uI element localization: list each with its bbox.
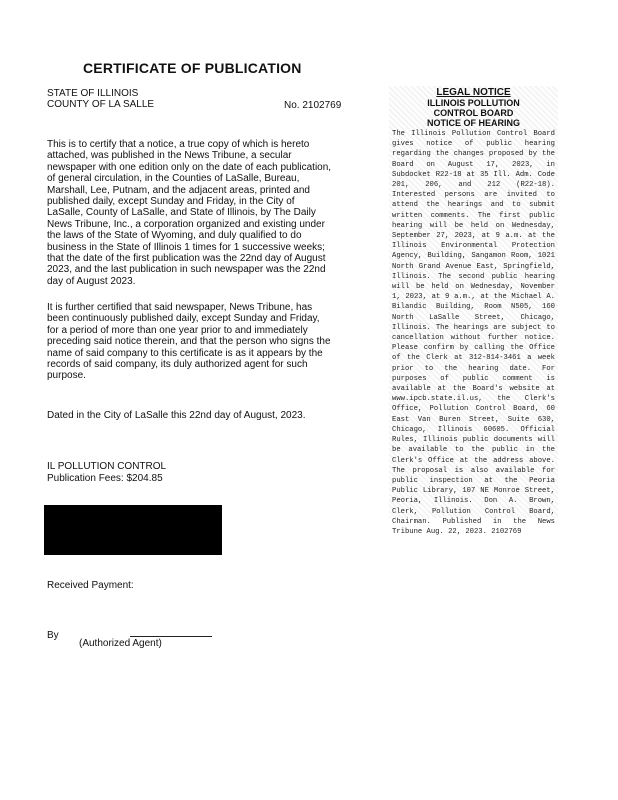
county-line: COUNTY OF LA SALLE (47, 99, 155, 110)
clipping-subtitle: ILLINOIS POLLUTION (427, 98, 520, 108)
signature-line (130, 636, 212, 637)
publication-fees: Publication Fees: $204.85 (47, 473, 163, 484)
redaction-box (44, 505, 222, 555)
clipping-subtitle-2: CONTROL BOARD (433, 108, 514, 118)
dated-line: Dated in the City of LaSalle this 22nd day of August, 2023. (47, 410, 306, 421)
certificate-number: No. 2102769 (284, 100, 342, 111)
continuity-paragraph: It is further certified that said newspaper, News Tribune, has been continuously published daily, except Sunday and Friday, for a period of more than one year prior to and immediately preceding said notice therein, and that the person who signs the name of said company to this certificate is as it appears by the records of said company, its duly authorized agent for such purpose. (47, 302, 331, 382)
jurisdiction-block (47, 88, 154, 110)
received-payment-label: Received Payment: (47, 580, 134, 591)
clipping-subtitle-3: NOTICE OF HEARING (426, 118, 520, 128)
by-label: By (47, 630, 59, 641)
authorized-agent-label: (Authorized Agent) (79, 638, 162, 649)
clipping-title: LEGAL NOTICE (436, 87, 511, 98)
client-block (47, 461, 166, 485)
client-name: IL POLLUTION CONTROL (47, 461, 167, 472)
clipping-header (389, 88, 558, 128)
clipping-text: The Illinois Pollution Control Board gives notice of public hearing regarding the changes proposed by the Board on August 17, 2023, in Subdocket R22-18 at 35 Ill. Adm. Code 201, 206, and 212 (R22-18). Interested persons are invited to attend the hearings and to submit written comments. The first public hearing will be held on Wednesday, September 27, 2023, at 9 a.m. at the Illinois Environmental Protection Agency, Building, Sangamon Room, 1021 North Grand Avenue East, Springfield, Illinois. The second public hearing will be held on Wednesday, November 1, 2023, at 9 a.m., at the Michael A. Bilandic Building, Room N505, 160 North LaSalle Street, Chicago, Illinois. The hearings are subject to cancellation without further notice. Please confirm by calling the Office of the Clerk at 312-814-3461 a week prior to the hearing date. For purposes of public comment is available at the Board's website at www.ipcb.state.il.us, the Clerk's Office, Pollution Control Board, 60 East Van Buren Street, Suite 630, Chicago, Illinois 60605. Official Rules, Illinois public documents will be available to the public in the Clerk's Office at the address above. The proposal is also available for public inspection at the Peoria Public Library, 107 NE Monroe Street, Peoria, Illinois. Don A. Brown, Clerk, Pollution Control Board, Chairman. Published in the News Tribune Aug. 22, 2023. 2102769 (392, 130, 555, 536)
newspaper-clipping (389, 86, 558, 536)
certification-paragraph: This is to certify that a notice, a true copy of which is hereto attached, was published in the News Tribune, a secular newspaper with one edition only on the date of each publication, of general circulation, in the Counties of LaSalle, Bureau, Marshall, Lee, Putnam, and the adjacent areas, printed and published daily, except Sunday and Friday, in the City of LaSalle, County of LaSalle, and State of Illinois, by The Daily News Tribune, Inc., a corporation organized and existing under the laws of the State of Wyoming, and duly qualified to do business in the State of Illinois 1 times for 1 successive weeks; that the date of the first publication was the 22nd day of August 2023, and the last publication in such newspaper was the 22nd day of August 2023. (47, 139, 332, 287)
state-line: STATE OF ILLINOIS (47, 88, 139, 99)
certificate-title: CERTIFICATE OF PUBLICATION (83, 60, 302, 76)
